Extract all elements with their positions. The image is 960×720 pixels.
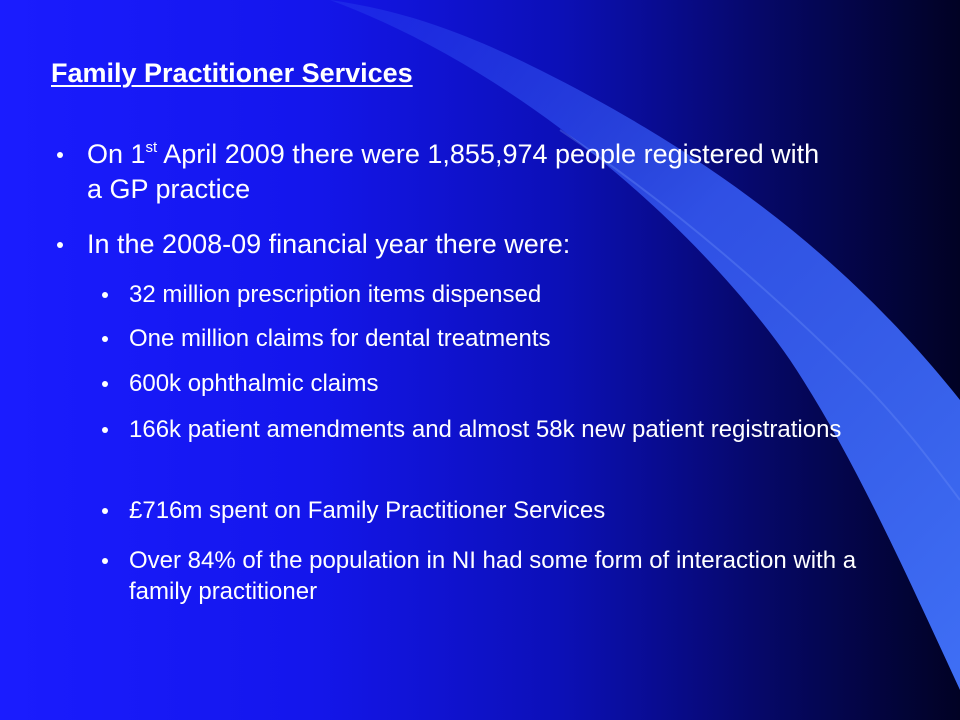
- bullet-text-post: April 2009 there were 1,855,974 people registered with a GP practice: [87, 139, 820, 204]
- sub-bullet-ophthalmic: [129, 368, 919, 399]
- sub-bullet-dot-icon: [102, 292, 108, 298]
- sub-bullet-prescriptions: [129, 279, 919, 310]
- bullet-text: In the 2008-09 financial year there were:: [87, 229, 571, 259]
- sub-bullet-dot-icon: [102, 427, 108, 433]
- sub-bullet-text: 600k ophthalmic claims: [129, 370, 379, 397]
- ordinal-superscript: st: [145, 139, 158, 156]
- sub-bullet-dot-icon: [102, 381, 108, 387]
- sub-bullet-dot-icon: [102, 508, 108, 514]
- sub-bullet-dot-icon: [102, 558, 108, 564]
- sub-bullet-text: 166k patient amendments and almost 58k new patient registrations: [129, 416, 842, 443]
- bullet-registrations: [87, 137, 827, 207]
- sub-bullet-dental: [129, 323, 919, 354]
- sub-bullet-text: £716m spent on Family Practitioner Services: [129, 497, 606, 524]
- bullet-dot-icon: [57, 242, 63, 248]
- bullet-text-pre: On 1: [87, 139, 146, 169]
- sub-bullet-text: One million claims for dental treatments: [129, 325, 551, 352]
- sub-bullet-text: Over 84% of the population in NI had some form of interaction with a family practitioner: [129, 547, 857, 605]
- sub-bullet-spending: [129, 495, 919, 526]
- sub-bullet-text: 32 million prescription items dispensed: [129, 281, 542, 308]
- sub-bullet-population: [129, 545, 919, 607]
- sub-bullet-patient-amendments: [129, 414, 919, 445]
- bullet-dot-icon: [57, 152, 63, 158]
- bullet-financial-year: [87, 227, 827, 262]
- sub-bullet-dot-icon: [102, 336, 108, 342]
- slide-title: Family Practitioner Services: [51, 58, 413, 88]
